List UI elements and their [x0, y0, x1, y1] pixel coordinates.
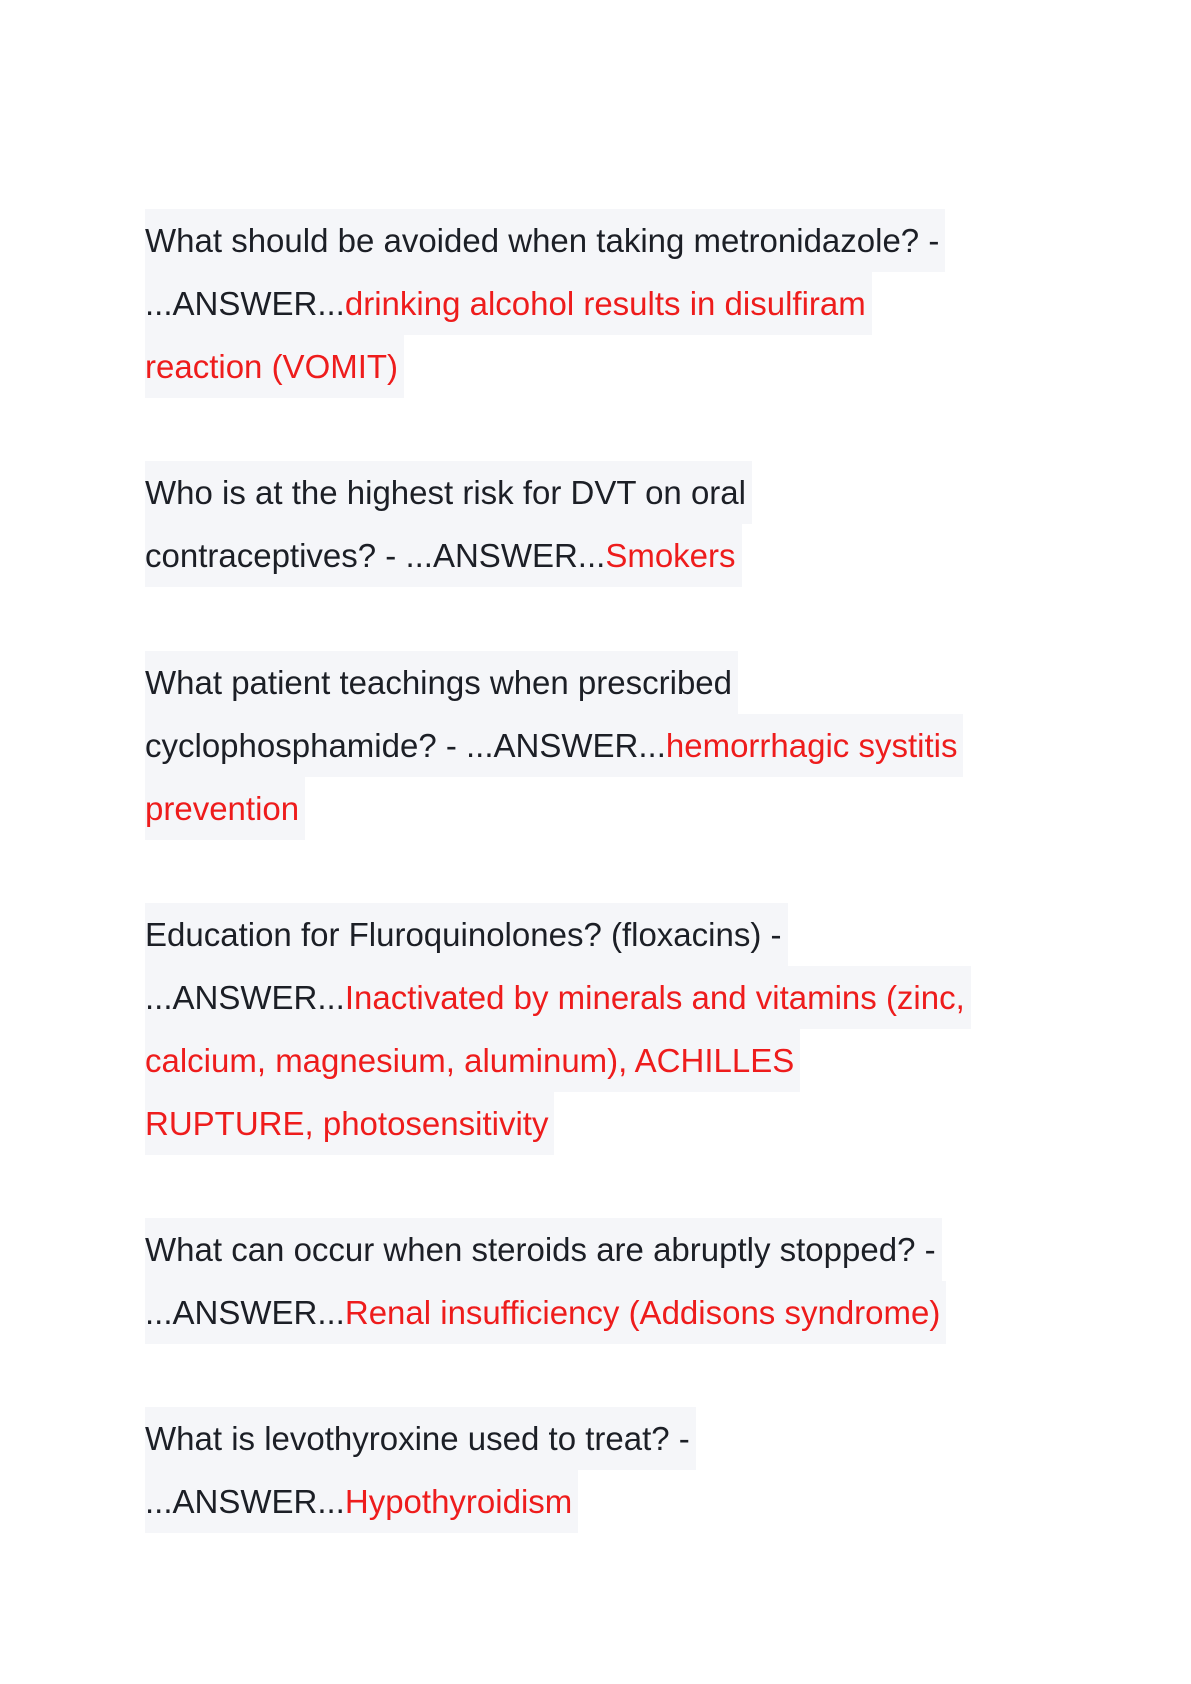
answer-text: hemorrhagic systitis: [665, 727, 958, 764]
answer-text: drinking alcohol results in disulfiram: [344, 285, 866, 322]
qa-line: [145, 524, 1050, 587]
qa-line: [145, 1092, 1050, 1155]
qa-item: [145, 651, 1050, 840]
question-text: ...ANSWER...: [145, 1294, 345, 1331]
answer-text: Hypothyroidism: [344, 1483, 573, 1520]
question-text: What can occur when steroids are abruptly stopped? -: [145, 1231, 936, 1268]
question-text: What patient teachings when prescribed: [145, 664, 733, 701]
question-text: What is levothyroxine used to treat? -: [145, 1420, 690, 1457]
question-text: ...ANSWER...: [145, 1483, 345, 1520]
qa-item: [145, 461, 1050, 587]
qa-line: [145, 1281, 1050, 1344]
question-text: Who is at the highest risk for DVT on oral: [145, 474, 746, 511]
qa-item: [145, 209, 1050, 398]
qa-line: [145, 777, 1050, 840]
question-text: Education for Fluroquinolones? (floxacins) -: [145, 916, 782, 953]
answer-text: Renal insufficiency (Addisons syndrome): [344, 1294, 941, 1331]
question-text: ...ANSWER...: [145, 979, 345, 1016]
question-text: What should be avoided when taking metronidazole? -: [145, 222, 940, 259]
qa-line: [145, 714, 1050, 777]
qa-item: [145, 903, 1050, 1155]
answer-text: Smokers: [605, 537, 736, 574]
answer-text: RUPTURE, photosensitivity: [145, 1105, 549, 1142]
question-text: ...ANSWER...: [145, 285, 345, 322]
answer-text: Inactivated by minerals and vitamins (zinc,: [344, 979, 965, 1016]
question-text: contraceptives? - ...ANSWER...: [145, 537, 606, 574]
qa-line: [145, 966, 1050, 1029]
qa-line: [145, 209, 1050, 272]
answer-text: prevention: [145, 790, 300, 827]
qa-line: [145, 1407, 1050, 1470]
answer-text: calcium, magnesium, aluminum), ACHILLES: [145, 1042, 795, 1079]
qa-line: [145, 1029, 1050, 1092]
qa-line: [145, 903, 1050, 966]
question-text: cyclophosphamide? - ...ANSWER...: [145, 727, 666, 764]
qa-line: [145, 1470, 1050, 1533]
qa-item: [145, 1407, 1050, 1533]
qa-item: [145, 1218, 1050, 1344]
qa-line: [145, 272, 1050, 335]
qa-line: [145, 461, 1050, 524]
qa-line: [145, 651, 1050, 714]
qa-line: [145, 1218, 1050, 1281]
qa-line: [145, 335, 1050, 398]
answer-text: reaction (VOMIT): [145, 348, 399, 385]
